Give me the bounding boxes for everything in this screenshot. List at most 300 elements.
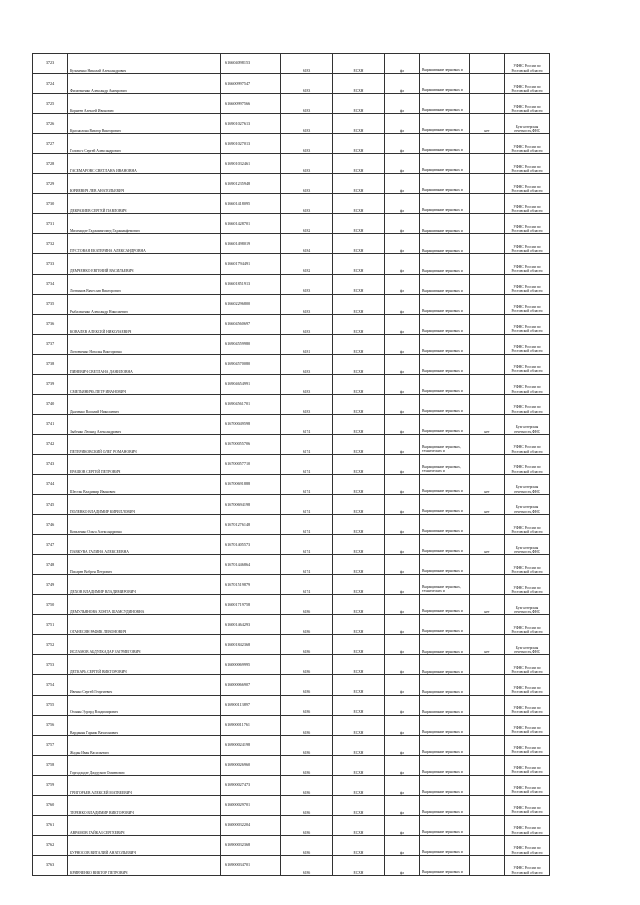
activity-type: Выращивание зерновых и <box>420 715 470 735</box>
tax-office-code: 6183 <box>281 174 333 194</box>
inn-value: 616904570080 <box>221 354 281 374</box>
tax-office-code: 6183 <box>281 154 333 174</box>
activity-type: Выращивание зерновых и <box>420 354 470 374</box>
tax-regime: ЕСХН <box>333 194 385 214</box>
activity-type: Вырашивание зерновых и <box>420 134 470 154</box>
tax-regime: ЕСХН <box>333 334 385 354</box>
reporting-status <box>470 735 505 755</box>
activity-type: Выращивание зерновых и <box>420 775 470 795</box>
row-number: 3758 <box>33 755 68 775</box>
reporting-status: нет <box>470 535 505 555</box>
tax-regime: ЕСХН <box>333 234 385 254</box>
person-type: фл <box>385 254 420 274</box>
tax-regime: ЕСХН <box>333 54 385 74</box>
source-organization: УФНС России по Ростовской области <box>505 94 550 114</box>
table-row <box>33 294 550 314</box>
table-row <box>33 314 550 334</box>
reporting-status <box>470 274 505 294</box>
activity-type: Выращивание зерновых и <box>420 795 470 815</box>
taxpayer-name: ДЕМУЛЬЯНОВА ХОНТА ШАМСУДИНОВНА <box>68 595 221 615</box>
row-number: 3726 <box>33 114 68 134</box>
row-number: 3728 <box>33 154 68 174</box>
source-organization: УФНС России по Ростовской области <box>505 434 550 454</box>
taxpayer-name: ГАСЕМАРОВС СВЕТЛАНА ИВАНОВНА <box>68 154 221 174</box>
source-organization: УФНС России по Ростовской области <box>505 675 550 695</box>
row-number: 3762 <box>33 835 68 855</box>
table-row <box>33 675 550 695</box>
person-type: фл <box>385 114 420 134</box>
inn-value: 616900011761 <box>221 715 281 735</box>
table-row <box>33 194 550 214</box>
person-type: фл <box>385 154 420 174</box>
taxpayer-name: ПАВКУВА ГАЛИНА АЛЕКСЕЕВНА <box>68 535 221 555</box>
row-number: 3757 <box>33 735 68 755</box>
tax-office-code: 6186 <box>281 735 333 755</box>
reporting-status: нет <box>470 114 505 134</box>
person-type: фл <box>385 314 420 334</box>
source-organization: УФНС России по Ростовской области <box>505 294 550 314</box>
taxpayer-name: Шестак Владимир Иванович <box>68 474 221 494</box>
tax-office-code: 6174 <box>281 495 333 515</box>
tax-office-code: 6183 <box>281 314 333 334</box>
activity-type: Выращивание зерновых, технических и <box>420 575 470 595</box>
inn-value: 616600997566 <box>221 94 281 114</box>
row-number: 3733 <box>33 254 68 274</box>
table-row <box>33 815 550 835</box>
table-row <box>33 354 550 374</box>
activity-type: Вырашивание зерновых и <box>420 274 470 294</box>
tax-office-code: 6186 <box>281 715 333 735</box>
tax-office-code: 6186 <box>281 795 333 815</box>
table-row <box>33 635 550 655</box>
inn-value: 616904654991 <box>221 374 281 394</box>
tax-regime: ЕСХН <box>333 294 385 314</box>
person-type: фл <box>385 675 420 695</box>
row-number: 3761 <box>33 815 68 835</box>
taxpayer-name: СМЕТЬЯНИЧЬ ПЕТР ИВАНОВИЧ <box>68 374 221 394</box>
reporting-status <box>470 394 505 414</box>
reporting-status <box>470 755 505 775</box>
activity-type: Выращивание зерновых и <box>420 535 470 555</box>
tax-office-code: 6183 <box>281 134 333 154</box>
person-type: фл <box>385 174 420 194</box>
inn-value: 616701519879 <box>221 575 281 595</box>
source-organization: Бухгалтерская отчетность,ФНС <box>505 535 550 555</box>
taxpayer-name: АВРАМОВ ГАЙКАЗ СЕРГЕЕВИЧ <box>68 815 221 835</box>
tax-regime: ЕСХН <box>333 775 385 795</box>
reporting-status <box>470 775 505 795</box>
inn-value: 616900024198 <box>221 735 281 755</box>
source-organization: УФНС России по Ростовской области <box>505 254 550 274</box>
person-type: фл <box>385 595 420 615</box>
tax-regime: ЕСХН <box>333 254 385 274</box>
inn-value: 616601794491 <box>221 254 281 274</box>
table-row <box>33 595 550 615</box>
activity-type: Выращивание зерновых и <box>420 815 470 835</box>
person-type: фл <box>385 274 420 294</box>
row-number: 3742 <box>33 434 68 454</box>
row-number: 3746 <box>33 515 68 535</box>
tax-office-code: 6183 <box>281 74 333 94</box>
tax-office-code: 6174 <box>281 434 333 454</box>
tax-office-code: 6183 <box>281 374 333 394</box>
person-type: фл <box>385 495 420 515</box>
inn-value: 616000029701 <box>221 795 281 815</box>
activity-type: Выращивание зерновых и <box>420 374 470 394</box>
row-number: 3751 <box>33 615 68 635</box>
row-number: 3763 <box>33 855 68 875</box>
inn-value: 616601851913 <box>221 274 281 294</box>
source-organization: УФНС России по Ростовской области <box>505 695 550 715</box>
activity-type: Выращивание зерновых и <box>420 474 470 494</box>
taxpayer-name: ПЕТЕРИКОВСКИЙ ОЛЕГ РОМАНОВИЧ <box>68 434 221 454</box>
table-row <box>33 434 550 454</box>
source-organization: УФНС России по Ростовской области <box>505 454 550 474</box>
tax-regime: ЕСХН <box>333 755 385 775</box>
source-organization: УФНС России по Ростовской области <box>505 795 550 815</box>
row-number: 3760 <box>33 795 68 815</box>
source-organization: УФНС России по Ростовской области <box>505 54 550 74</box>
person-type: фл <box>385 54 420 74</box>
tax-regime: ЕСХН <box>333 795 385 815</box>
source-organization: УФНС России по Ростовской области <box>505 214 550 234</box>
inn-value: 616900113897 <box>221 695 281 715</box>
reporting-status <box>470 174 505 194</box>
source-organization: УФНС России по Ростовской области <box>505 274 550 294</box>
tax-regime: ЕСХН <box>333 515 385 535</box>
taxpayer-name: Кузьменко Николай Александрович <box>68 54 221 74</box>
tax-office-code: 6183 <box>281 194 333 214</box>
person-type: фл <box>385 535 420 555</box>
source-organization: УФНС России по Ростовской области <box>505 855 550 875</box>
inn-value: 616000069995 <box>221 655 281 675</box>
source-organization: УФНС России по Ростовской области <box>505 555 550 575</box>
reporting-status <box>470 575 505 595</box>
source-organization: УФНС России по Ростовской области <box>505 194 550 214</box>
source-organization: УФНС России по Ростовской области <box>505 314 550 334</box>
taxpayer-name: КРИВЧЕНКО ВИКТОР ПЕТРОВИЧ <box>68 855 221 875</box>
source-organization: УФНС России по Ростовской области <box>505 234 550 254</box>
source-organization: Бухгалтерская отчетность,ФНС <box>505 474 550 494</box>
inn-value: 616904559980 <box>221 334 281 354</box>
row-number: 3725 <box>33 94 68 114</box>
inn-value: 616900032368 <box>221 835 281 855</box>
table-row <box>33 414 550 434</box>
reporting-status <box>470 314 505 334</box>
tax-office-code: 6183 <box>281 294 333 314</box>
inn-value: 616000066907 <box>221 675 281 695</box>
row-number: 3731 <box>33 214 68 234</box>
activity-type: Выращивание зерновых и <box>420 234 470 254</box>
tax-office-code: 6183 <box>281 114 333 134</box>
source-organization: УФНС России по Ростовской области <box>505 655 550 675</box>
activity-type: Выращивание зерновых и <box>420 835 470 855</box>
tax-office-code: 6181 <box>281 334 333 354</box>
reporting-status <box>470 94 505 114</box>
activity-type: Выращивание зерновых и <box>420 254 470 274</box>
tax-regime: ЕСХН <box>333 474 385 494</box>
activity-type: Выращивание зерновых и <box>420 314 470 334</box>
taxpayer-name: Рыбальченко Александр Николаевич <box>68 294 221 314</box>
table-row <box>33 735 550 755</box>
tax-regime: ЕСХН <box>333 695 385 715</box>
tax-regime: ЕСХН <box>333 154 385 174</box>
reporting-status <box>470 374 505 394</box>
reporting-status <box>470 515 505 535</box>
person-type: фл <box>385 294 420 314</box>
tax-office-code: 6186 <box>281 635 333 655</box>
reporting-status <box>470 835 505 855</box>
activity-type: Выращивание зерновых и <box>420 855 470 875</box>
inn-value: 616701446864 <box>221 555 281 575</box>
person-type: фл <box>385 94 420 114</box>
row-number: 3759 <box>33 775 68 795</box>
inn-value: 616901027013 <box>221 134 281 154</box>
taxpayer-name: ОГАНЕСЯН РАФИК ЛЕВОНОВИЧ <box>68 615 221 635</box>
activity-type: Выращивание зерновых и <box>420 635 470 655</box>
tax-regime: ЕСХН <box>333 715 385 735</box>
row-number: 3739 <box>33 374 68 394</box>
person-type: фл <box>385 394 420 414</box>
source-organization: УФНС России по Ростовской области <box>505 74 550 94</box>
source-organization: УФНС России по Ростовской области <box>505 334 550 354</box>
table-row <box>33 334 550 354</box>
table-row <box>33 615 550 635</box>
reporting-status: нет <box>470 635 505 655</box>
inn-value: 616901235948 <box>221 174 281 194</box>
reporting-status <box>470 655 505 675</box>
row-number: 3753 <box>33 655 68 675</box>
person-type: фл <box>385 374 420 394</box>
reporting-status <box>470 855 505 875</box>
reporting-status <box>470 434 505 454</box>
tax-office-code: 6186 <box>281 775 333 795</box>
reporting-status <box>470 154 505 174</box>
tax-office-code: 6186 <box>281 855 333 875</box>
reporting-status <box>470 234 505 254</box>
source-organization: УФНС России по Ростовской области <box>505 515 550 535</box>
reporting-status <box>470 795 505 815</box>
taxpayer-name: Краснолона Виктор Викторович <box>68 114 221 134</box>
table-row <box>33 775 550 795</box>
tax-regime: ЕСХН <box>333 735 385 755</box>
taxpayer-name: Писарев Вобрен Петрович <box>68 555 221 575</box>
tax-regime: ЕСХН <box>333 555 385 575</box>
table-row <box>33 254 550 274</box>
tax-regime: ЕСХН <box>333 394 385 414</box>
reporting-status <box>470 354 505 374</box>
activity-type: Выращивание зерновых и <box>420 334 470 354</box>
person-type: фл <box>385 695 420 715</box>
source-organization: УФНС России по Ростовской области <box>505 174 550 194</box>
person-type: фл <box>385 655 420 675</box>
reporting-status <box>470 615 505 635</box>
taxpayer-name: ЕРАШОВ СЕРГЕЙ ПЕТРОВИЧ <box>68 454 221 474</box>
table-row <box>33 234 550 254</box>
tax-office-code: 6182 <box>281 214 333 234</box>
reporting-status <box>470 815 505 835</box>
taxpayer-name: КОВАЛЕВ АЛЕКСЕЙ НИКОЛАЕВИЧ <box>68 314 221 334</box>
person-type: фл <box>385 334 420 354</box>
table-row <box>33 374 550 394</box>
tax-office-code: 6186 <box>281 655 333 675</box>
inn-value: 616701405573 <box>221 535 281 555</box>
inn-value: 616000032204 <box>221 815 281 835</box>
table-row <box>33 274 550 294</box>
source-organization: УФНС России по Ростовской области <box>505 394 550 414</box>
tax-regime: ЕСХН <box>333 535 385 555</box>
table-row <box>33 555 550 575</box>
tax-regime: ЕСХН <box>333 274 385 294</box>
reporting-status <box>470 214 505 234</box>
tax-office-code: 6186 <box>281 595 333 615</box>
taxpayer-name: ПУСТОВАЯ ЕКАТЕРИНА АЛЕКСАНДРОВНА <box>68 234 221 254</box>
row-number: 3723 <box>33 54 68 74</box>
taxpayer-name: Голова ч Сергей Александрович <box>68 134 221 154</box>
reporting-status <box>470 74 505 94</box>
table-row <box>33 454 550 474</box>
taxpayer-name: Оганян Эдуард Владимирович <box>68 695 221 715</box>
tax-regime: ЕСХН <box>333 434 385 454</box>
person-type: фл <box>385 515 420 535</box>
activity-type: Выращивание зерновых и <box>420 555 470 575</box>
tax-regime: ЕСХН <box>333 134 385 154</box>
reporting-status <box>470 334 505 354</box>
source-organization: УФНС России по Ростовской области <box>505 715 550 735</box>
row-number: 3749 <box>33 575 68 595</box>
activity-type: Вырашивание зерновых и <box>420 54 470 74</box>
tax-office-code: 6174 <box>281 454 333 474</box>
table-row <box>33 755 550 775</box>
inn-value: 616001464293 <box>221 615 281 635</box>
inn-value: 616604098153 <box>221 54 281 74</box>
source-organization: Бухгалтерская отчетность,ФНС <box>505 414 550 434</box>
row-number: 3734 <box>33 274 68 294</box>
inn-value: 616700055706 <box>221 434 281 454</box>
row-number: 3732 <box>33 234 68 254</box>
taxpayer-name: ТЕРЕНКО ВЛАДИМИР ВИКТОРОВИЧ <box>68 795 221 815</box>
table-row <box>33 495 550 515</box>
source-organization: УФНС России по Ростовской области <box>505 775 550 795</box>
tax-office-code: 6182 <box>281 254 333 274</box>
tax-regime: ЕСХН <box>333 495 385 515</box>
source-organization: Бухгалтерская отчетность,ФНС <box>505 114 550 134</box>
person-type: фл <box>385 555 420 575</box>
source-organization: УФНС России по Ростовской области <box>505 735 550 755</box>
inn-value: 616601418095 <box>221 194 281 214</box>
taxpayer-name: ПОЛЕВКО ВЛАДИМИР КИРИЛЛОВИЧ <box>68 495 221 515</box>
inn-value: 616904561701 <box>221 394 281 414</box>
reporting-status <box>470 695 505 715</box>
tax-office-code: 6184 <box>281 234 333 254</box>
row-number: 3736 <box>33 314 68 334</box>
tax-regime: ЕСХН <box>333 454 385 474</box>
person-type: фл <box>385 635 420 655</box>
taxpayer-name: Михенидзе Гаджимагомед Гаджиакфемович <box>68 214 221 234</box>
row-number: 3729 <box>33 174 68 194</box>
activity-type: Выращивание зерновых и <box>420 154 470 174</box>
person-type: фл <box>385 414 420 434</box>
activity-type: Выращивание зерновых, технических и <box>420 454 470 474</box>
taxpayer-name: Коваленко Ольга Александровна <box>68 515 221 535</box>
activity-type: Выращивание зерновых и <box>420 495 470 515</box>
tax-regime: ЕСХН <box>333 855 385 875</box>
table-row <box>33 515 550 535</box>
inn-value: 616901032461 <box>221 154 281 174</box>
person-type: фл <box>385 615 420 635</box>
row-number: 3737 <box>33 334 68 354</box>
activity-type: Выращивание зерновых и <box>420 595 470 615</box>
table-row <box>33 535 550 555</box>
table-row <box>33 695 550 715</box>
tax-office-code: 6174 <box>281 555 333 575</box>
tax-regime: ЕСХН <box>333 835 385 855</box>
person-type: фл <box>385 214 420 234</box>
taxpayer-name: Корнеев Алексей Ивонович <box>68 94 221 114</box>
tax-regime: ЕСХН <box>333 655 385 675</box>
person-type: фл <box>385 835 420 855</box>
table-row <box>33 795 550 815</box>
table-row <box>33 214 550 234</box>
taxpayer-name: ДЕТКАРЬ СЕРГЕЙ ВИКТОРОВИЧ <box>68 655 221 675</box>
tax-regime: ЕСХН <box>333 214 385 234</box>
row-number: 3740 <box>33 394 68 414</box>
inn-value: 616001719758 <box>221 595 281 615</box>
inn-value: 616601428701 <box>221 214 281 234</box>
inn-value: 616901027613 <box>221 114 281 134</box>
person-type: фл <box>385 354 420 374</box>
table-row <box>33 74 550 94</box>
tax-office-code: 6186 <box>281 675 333 695</box>
person-type: фл <box>385 474 420 494</box>
table-row <box>33 134 550 154</box>
source-organization: Бухгалтерская отчетность,ФНС <box>505 595 550 615</box>
source-organization: Бухгалтерская отчетность,ФНС <box>505 635 550 655</box>
reporting-status: нет <box>470 414 505 434</box>
taxpayer-name: ГРИГОРЬЕВ АЛЕКСЕЙ МАТВЕЕВИЧ <box>68 775 221 795</box>
person-type: фл <box>385 855 420 875</box>
tax-office-code: 6183 <box>281 354 333 374</box>
taxpayer-name: ИСЛАМОВ АБДУЛКАДАР ЗАГРИЕГОВИЧ <box>68 635 221 655</box>
inn-value: 616900027473 <box>221 775 281 795</box>
source-organization: Бухгалтерская отчетность,ФНС <box>505 495 550 515</box>
activity-type: Выращивание зерновых и <box>420 615 470 635</box>
source-organization: УФНС России по Ростовской области <box>505 815 550 835</box>
activity-type: Вырашивание зерновых и <box>420 214 470 234</box>
tax-office-code: 6183 <box>281 394 333 414</box>
row-number: 3744 <box>33 474 68 494</box>
activity-type: Выращивание зерновых и <box>420 114 470 134</box>
inn-value: 616700694198 <box>221 495 281 515</box>
taxpayer-name: ДЕКРАЗИЕВ СЕРГЕЙ ПАВЛОВИЧ <box>68 194 221 214</box>
source-organization: УФНС России по Ростовской области <box>505 354 550 374</box>
tax-regime: ЕСХН <box>333 94 385 114</box>
taxpayer-name: Литовченко Наталья Викторовна <box>68 334 221 354</box>
row-number: 3756 <box>33 715 68 735</box>
reporting-status <box>470 134 505 154</box>
source-organization: УФНС России по Ростовской области <box>505 615 550 635</box>
tax-office-code: 6186 <box>281 695 333 715</box>
activity-type: Вырашивание зерновых и <box>420 515 470 535</box>
tax-regime: ЕСХН <box>333 675 385 695</box>
registry-table <box>32 53 550 876</box>
table-row <box>33 394 550 414</box>
table-row <box>33 715 550 735</box>
taxpayer-name: ПИНЕВИЧ СВЕТЛАНА ДАНИЛОВНА <box>68 354 221 374</box>
tax-office-code: 6174 <box>281 535 333 555</box>
tax-office-code: 6186 <box>281 755 333 775</box>
row-number: 3727 <box>33 134 68 154</box>
